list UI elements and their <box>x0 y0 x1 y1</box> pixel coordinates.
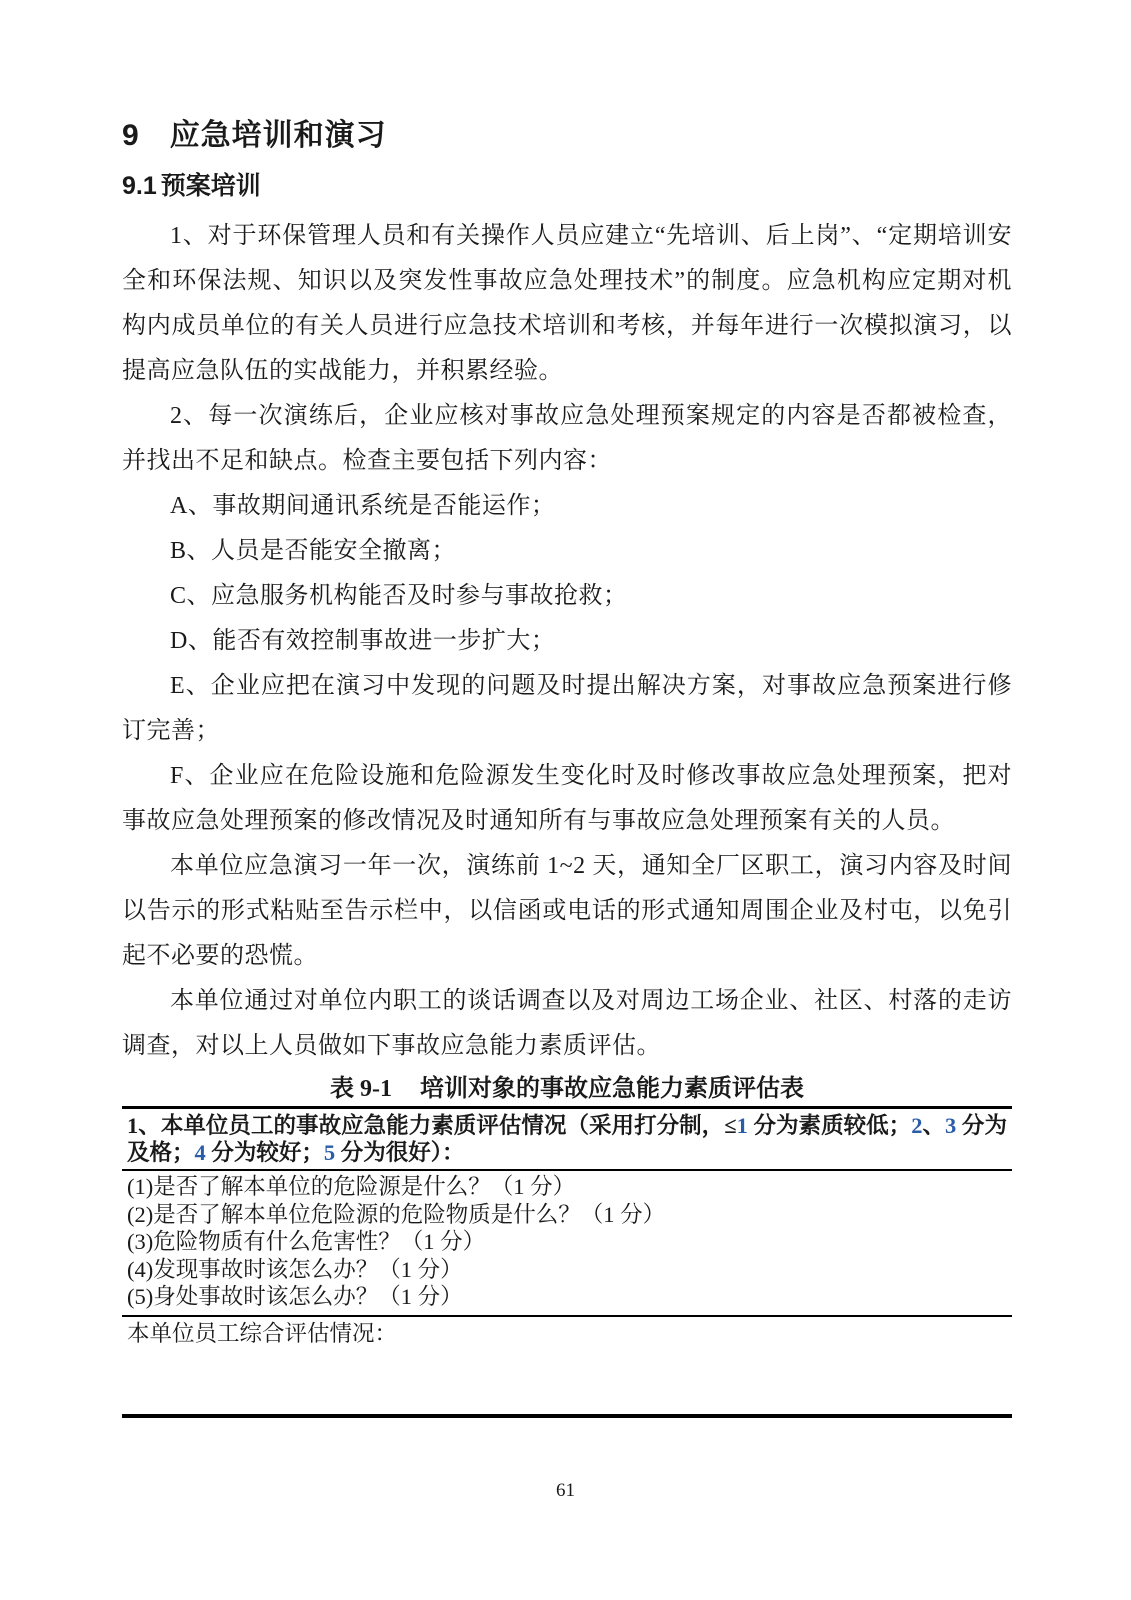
list-item: B、人员是否能安全撤离； <box>170 538 457 564</box>
table-questions-row <box>122 1170 1012 1316</box>
table-header-segment: 分为素质较低； <box>747 1113 912 1138</box>
table-summary-cell <box>122 1316 1012 1416</box>
table-header-segment: 分为及格； <box>127 1113 1007 1165</box>
table-caption <box>122 1073 1012 1106</box>
table-header-score-1: 1 <box>736 1113 748 1138</box>
body-text <box>122 214 1012 1069</box>
table-header-cell <box>122 1108 1012 1171</box>
table-header-score-4: 4 <box>194 1140 206 1165</box>
table-caption-label: 表 9-1 <box>330 1076 392 1102</box>
section-number: 9 <box>122 119 140 152</box>
subsection-number: 9.1 <box>122 172 157 200</box>
section-heading <box>122 116 1012 156</box>
question-item: (4)发现事故时该怎么办？（1 分） <box>127 1256 463 1282</box>
table-summary-row <box>122 1316 1012 1416</box>
list-item: C、应急服务机构能否及时参与事故抢救； <box>170 583 628 609</box>
table-header-segment: 1、本单位员工的事故应急能力素质评估情况（采用打分制，≤ <box>127 1113 737 1138</box>
list-item: F、企业应在危险设施和危险源发生变化时及时修改事故应急处理预案，把对事故应急处理预案的修改情况及时通知所有与事故应急处理预案有关的人员。 <box>122 763 1012 834</box>
question-item: (1)是否了解本单位的危险源是什么？（1 分） <box>127 1174 576 1199</box>
table-header-segment: 分为较好； <box>205 1140 324 1165</box>
paragraph: 本单位通过对单位内职工的谈话调查以及对周边工场企业、社区、村落的走访调查，对以上人员做如下事故应急能力素质评估。 <box>122 988 1012 1059</box>
list-item: E、企业应把在演习中发现的问题及时提出解决方案，对事故应急预案进行修订完善； <box>122 673 1012 744</box>
page-number: 61 <box>556 1480 575 1501</box>
summary-label: 本单位员工综合评估情况： <box>127 1320 398 1346</box>
table-header-score-3: 3 <box>945 1113 957 1138</box>
table-header-row <box>122 1108 1012 1171</box>
table-header-score-5: 5 <box>323 1140 336 1165</box>
table-caption-title: 培训对象的事故应急能力素质评估表 <box>420 1076 804 1102</box>
list-item: A、事故期间通讯系统是否能运作； <box>170 493 556 519</box>
section-title: 应急培训和演习 <box>169 119 387 152</box>
subsection-title: 预案培训 <box>160 172 261 200</box>
assessment-table <box>122 1106 1012 1418</box>
question-item: (5)身处事故时该怎么办？（1 分） <box>127 1284 463 1309</box>
paragraph: 本单位应急演习一年一次，演练前 1~2 天，通知全厂区职工，演习内容及时间以告示的形式粘贴至告示栏中，以信函或电话的形式通知周围企业及村屯，以免引起不必要的恐慌。 <box>122 853 1012 969</box>
table-header-segment: 分为很好）： <box>335 1140 465 1165</box>
table-questions-cell <box>122 1170 1012 1316</box>
question-item: (2)是否了解本单位危险源的危险物质是什么？（1 分） <box>127 1201 666 1227</box>
table-header-score-2: 2 <box>911 1113 923 1138</box>
paragraph: 2、每一次演练后，企业应核对事故应急处理预案规定的内容是否都被检查，并找出不足和缺点。检查主要包括下列内容： <box>122 403 1012 474</box>
paragraph: 1、对于环保管理人员和有关操作人员应建立“先培训、后上岗”、“定期培训安全和环保法规、知识以及突发性事故应急处理技术”的制度。应急机构应定期对机构内成员单位的有关人员进行应急技术培训和考核，并每年进行一次模拟演习，以提高应急队伍的实战能力，并积累经验。 <box>122 223 1012 384</box>
question-item: (3)危险物质有什么危害性？（1 分） <box>127 1229 486 1254</box>
table-header-segment: 、 <box>922 1113 946 1138</box>
list-item: D、能否有效控制事故进一步扩大； <box>170 628 556 654</box>
subsection-heading <box>122 170 1012 202</box>
page-content <box>122 116 1012 1418</box>
